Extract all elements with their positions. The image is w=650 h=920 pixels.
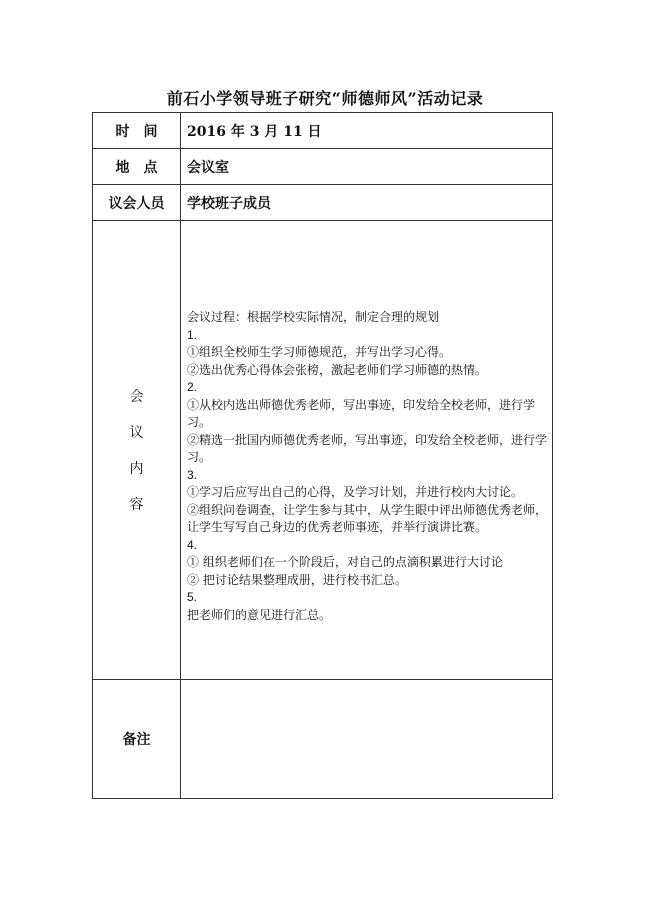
activity-record-table bbox=[92, 112, 553, 799]
content-line: ② 把讨论结果整理成册，进行校书汇总。 bbox=[187, 572, 407, 587]
content-line: ①组织全校师生学习师德规范，并写出学习心得。 bbox=[187, 345, 452, 359]
content-line: 4. bbox=[187, 537, 198, 552]
time-value: 2016 年 3 月 11 日 bbox=[181, 113, 553, 149]
attendees-row bbox=[93, 185, 553, 221]
content-line: ②组织问卷调查，让学生参与其中，从学生眼中评出师德优秀老师，让学生写写自己身边的优秀老师事迹，并举行演讲比赛。 bbox=[187, 502, 548, 534]
content-line: 1. bbox=[187, 327, 198, 342]
meeting-content-label-cell bbox=[93, 221, 181, 680]
content-label-char: 内 bbox=[129, 461, 144, 477]
content-label-char: 容 bbox=[129, 497, 144, 513]
time-label: 时 间 bbox=[93, 113, 181, 149]
content-line: ① 组织老师们在一个阶段后，对自己的点滴积累进行大讨论 bbox=[187, 555, 503, 569]
content-label-char: 议 bbox=[129, 425, 144, 441]
content-line: ②选出优秀心得体会张榜，激起老师们学习师德的热情。 bbox=[187, 362, 488, 377]
place-label: 地 点 bbox=[93, 149, 181, 185]
page-title: 前石小学领导班子研究“师德师风”活动记录 bbox=[166, 89, 484, 108]
remarks-row bbox=[93, 680, 553, 799]
content-line: ①从校内选出师德优秀老师，写出事迹，印发给全校老师，进行学习。 bbox=[187, 397, 536, 429]
meeting-content-row bbox=[93, 221, 553, 680]
content-label-char: 会 bbox=[129, 389, 144, 405]
content-line: 会议过程：根据学校实际情况，制定合理的规划 bbox=[187, 310, 440, 324]
place-row bbox=[93, 149, 553, 185]
content-line: ①学习后应写出自己的心得，及学习计划，并进行校内大讨论。 bbox=[187, 485, 524, 499]
content-line: 把老师们的意见进行汇总。 bbox=[187, 607, 332, 622]
meeting-content-text bbox=[181, 221, 553, 680]
remarks-label: 备注 bbox=[93, 680, 181, 799]
content-line: 5. bbox=[187, 590, 198, 604]
time-row bbox=[93, 113, 553, 149]
meeting-content-label bbox=[93, 386, 180, 514]
content-line: 2. bbox=[187, 380, 198, 394]
content-line: ②精选一批国内师德优秀老师，写出事迹，印发给全校老师，进行学习。 bbox=[187, 432, 548, 464]
attendees-value: 学校班子成员 bbox=[181, 185, 553, 221]
attendees-label: 议会人员 bbox=[93, 185, 181, 221]
place-value: 会议室 bbox=[181, 149, 553, 185]
content-line: 3. bbox=[187, 467, 198, 482]
remarks-value bbox=[181, 680, 553, 799]
